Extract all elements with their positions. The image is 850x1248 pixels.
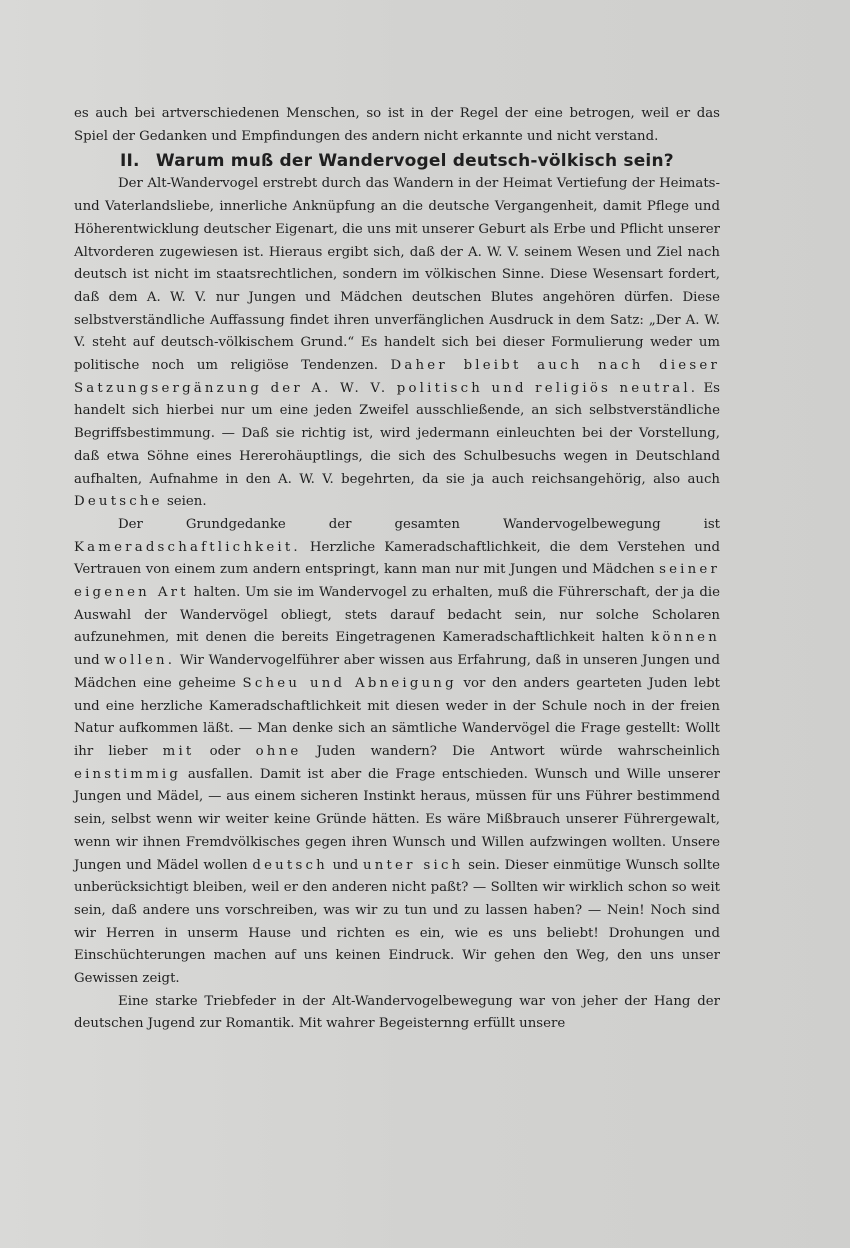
section-heading xyxy=(74,149,720,173)
paragraph-2-emphasis: wollen. xyxy=(104,653,176,669)
paragraph-2-emphasis: Scheu und Abneigung xyxy=(242,675,457,691)
intro-paragraph: es auch bei artverschiedenen Menschen, so ist in der Regel der eine betrogen, weil er das Spiel der Gedanken und Empfindungen des andern nicht erkannte und nicht verstand. xyxy=(74,106,720,144)
paragraph-2-emphasis: unter sich xyxy=(362,857,464,873)
paragraph-2-text: und xyxy=(327,857,363,873)
paragraph-2-emphasis: einstimmig xyxy=(74,766,182,782)
paragraph-1-emphasis: Daher bleibt auch nach dieser Satzungsergänzung der A. W. V. politisch und religiös neutral. xyxy=(74,358,721,396)
paragraph-2-emphasis: Kameradschaftlichkeit. xyxy=(74,539,301,555)
paragraph-2-text: Der Grundgedanke der gesamten Wandervogelbewegung ist xyxy=(118,516,720,532)
paragraph-2-text: ausfallen. Damit ist aber die Frage entschieden. Wunsch und Wille unserer Jungen und Mädel, — aus einem sicheren Instinkt heraus, müssen für uns Führer bestimmend sein, selbst wenn wir weiter keine Gründe hätten. Es wäre Mißbrauch unserer Führergewalt, wenn wir ihnen Fremdvölkisches gegen ihren Wunsch und Willen aufzwingen wollten. Unsere Jungen und Mädel wollen xyxy=(74,766,720,873)
paragraph-1 xyxy=(74,173,720,514)
paragraph-2-text: halten. Um sie im Wandervogel zu erhalten, muß die Führerschaft, der ja die Auswahl der Wandervögel obliegt, stets darauf bedacht sein, nur solche Scholaren aufzunehmen, mit denen die bereits Eingetragenen Kameradschaftlichkeit halten xyxy=(74,585,720,646)
paragraph-2-text: vor den anders gearteten Juden lebt und eine herzliche Kameradschaftlichkeit mit diesen weder in der Schule noch in der freien Natur aufkommen läßt. — Man denke sich an sämtliche Wandervögel die Frage gestellt: Wollt ihr lieber xyxy=(74,675,721,759)
paragraph-2-emphasis: ohne xyxy=(255,743,302,759)
paragraph-2-emphasis: mit xyxy=(162,743,195,759)
paragraph-3: Eine starke Triebfeder in der Alt-Wandervogelbewegung war von jeher der Hang der deutschen Jugend zur Romantik. Mit wahrer Begeisternng erfüllt unsere xyxy=(74,993,720,1032)
paragraph-1-emphasis: Deutsche xyxy=(74,494,163,510)
paragraph-2-text: und xyxy=(74,653,105,669)
paragraph-1-text: seien. xyxy=(162,494,207,510)
paragraph-2 xyxy=(74,514,720,991)
page-text xyxy=(74,103,720,1036)
paragraph-1-text: Der Alt-Wandervogel erstrebt durch das Wandern in der Heimat Vertiefung der Heimats- und Vaterlandsliebe, innerliche Anknüpfung an die deutsche Vergangenheit, damit Pflege und Höherentwicklung deutscher Eigenart, die uns mit unserer Geburt als Erbe und Pflicht unserer Altvorderen zugewiesen ist. Hieraus ergibt sich, daß der A. W. V. seinem Wesen und Ziel nach deutsch ist nicht im staatsrechtlichen, sondern im völkischen Sinne. Diese Wesensart fordert, daß dem A. W. V. nur Jungen und Mädchen deutschen Blutes angehören dürfen. Diese selbstverständliche Auffassung findet ihren unverfänglichen Ausdruck in dem Satz: „Der A. W. V. steht auf deutsch-völkischem Grund.“ Es handelt sich bei dieser Formulierung weder um politische noch um religiöse Tendenzen. xyxy=(74,176,720,374)
paragraph-2-emphasis: seiner eigenen Art xyxy=(74,562,720,601)
paragraph-1-text: Es handelt sich hierbei nur um eine jeden Zweifel ausschließende, an sich selbstverständliche Begriffsbestimmung. — Daß sie richtig ist, wird jedermann einleuchten bei der Vorstellung, daß etwa Söhne eines Hererohäuptlings, die sich des Schulbesuchs wegen in Deutschland aufhalten, Aufnahme in den A. W. V. begehrten, da sie ja auch reichsangehörig, also auch xyxy=(74,380,720,487)
paragraph-2-emphasis: können xyxy=(651,630,720,646)
section-number: II. xyxy=(120,151,140,172)
paragraph-2-emphasis: deutsch xyxy=(252,857,328,873)
section-title: Warum muß der Wandervogel deutsch-völkisch sein? xyxy=(155,151,674,172)
paragraph-2-text: Herzliche Kameradschaftlichkeit, die dem Verstehen und Vertrauen von einem zum andern entspringt, kann man nur mit Jungen und Mädchen xyxy=(74,539,720,578)
paragraph-2-text: Juden wandern? Die Antwort würde wahrscheinlich xyxy=(301,743,720,759)
paragraph-2-text: Wir Wandervogelführer aber wissen aus Erfahrung, daß in unseren Jungen und Mädchen eine geheime xyxy=(74,653,720,691)
paragraph-2-text: sein. Dieser einmütige Wunsch sollte unberücksichtigt bleiben, weil er den anderen nicht paßt? — Sollten wir wirklich schon so weit sein, daß andere uns vorschreiben, was wir zu tun und zu lassen haben? — Nein! Noch sind wir Herren in unserm Hause und richten es ein, wie es uns beliebt! Drohungen und Einschüchterungen machen auf uns keinen Eindruck. Wir gehen den Weg, den uns unser Gewissen zeigt. xyxy=(74,857,720,987)
paragraph-2-text: oder xyxy=(194,743,256,759)
